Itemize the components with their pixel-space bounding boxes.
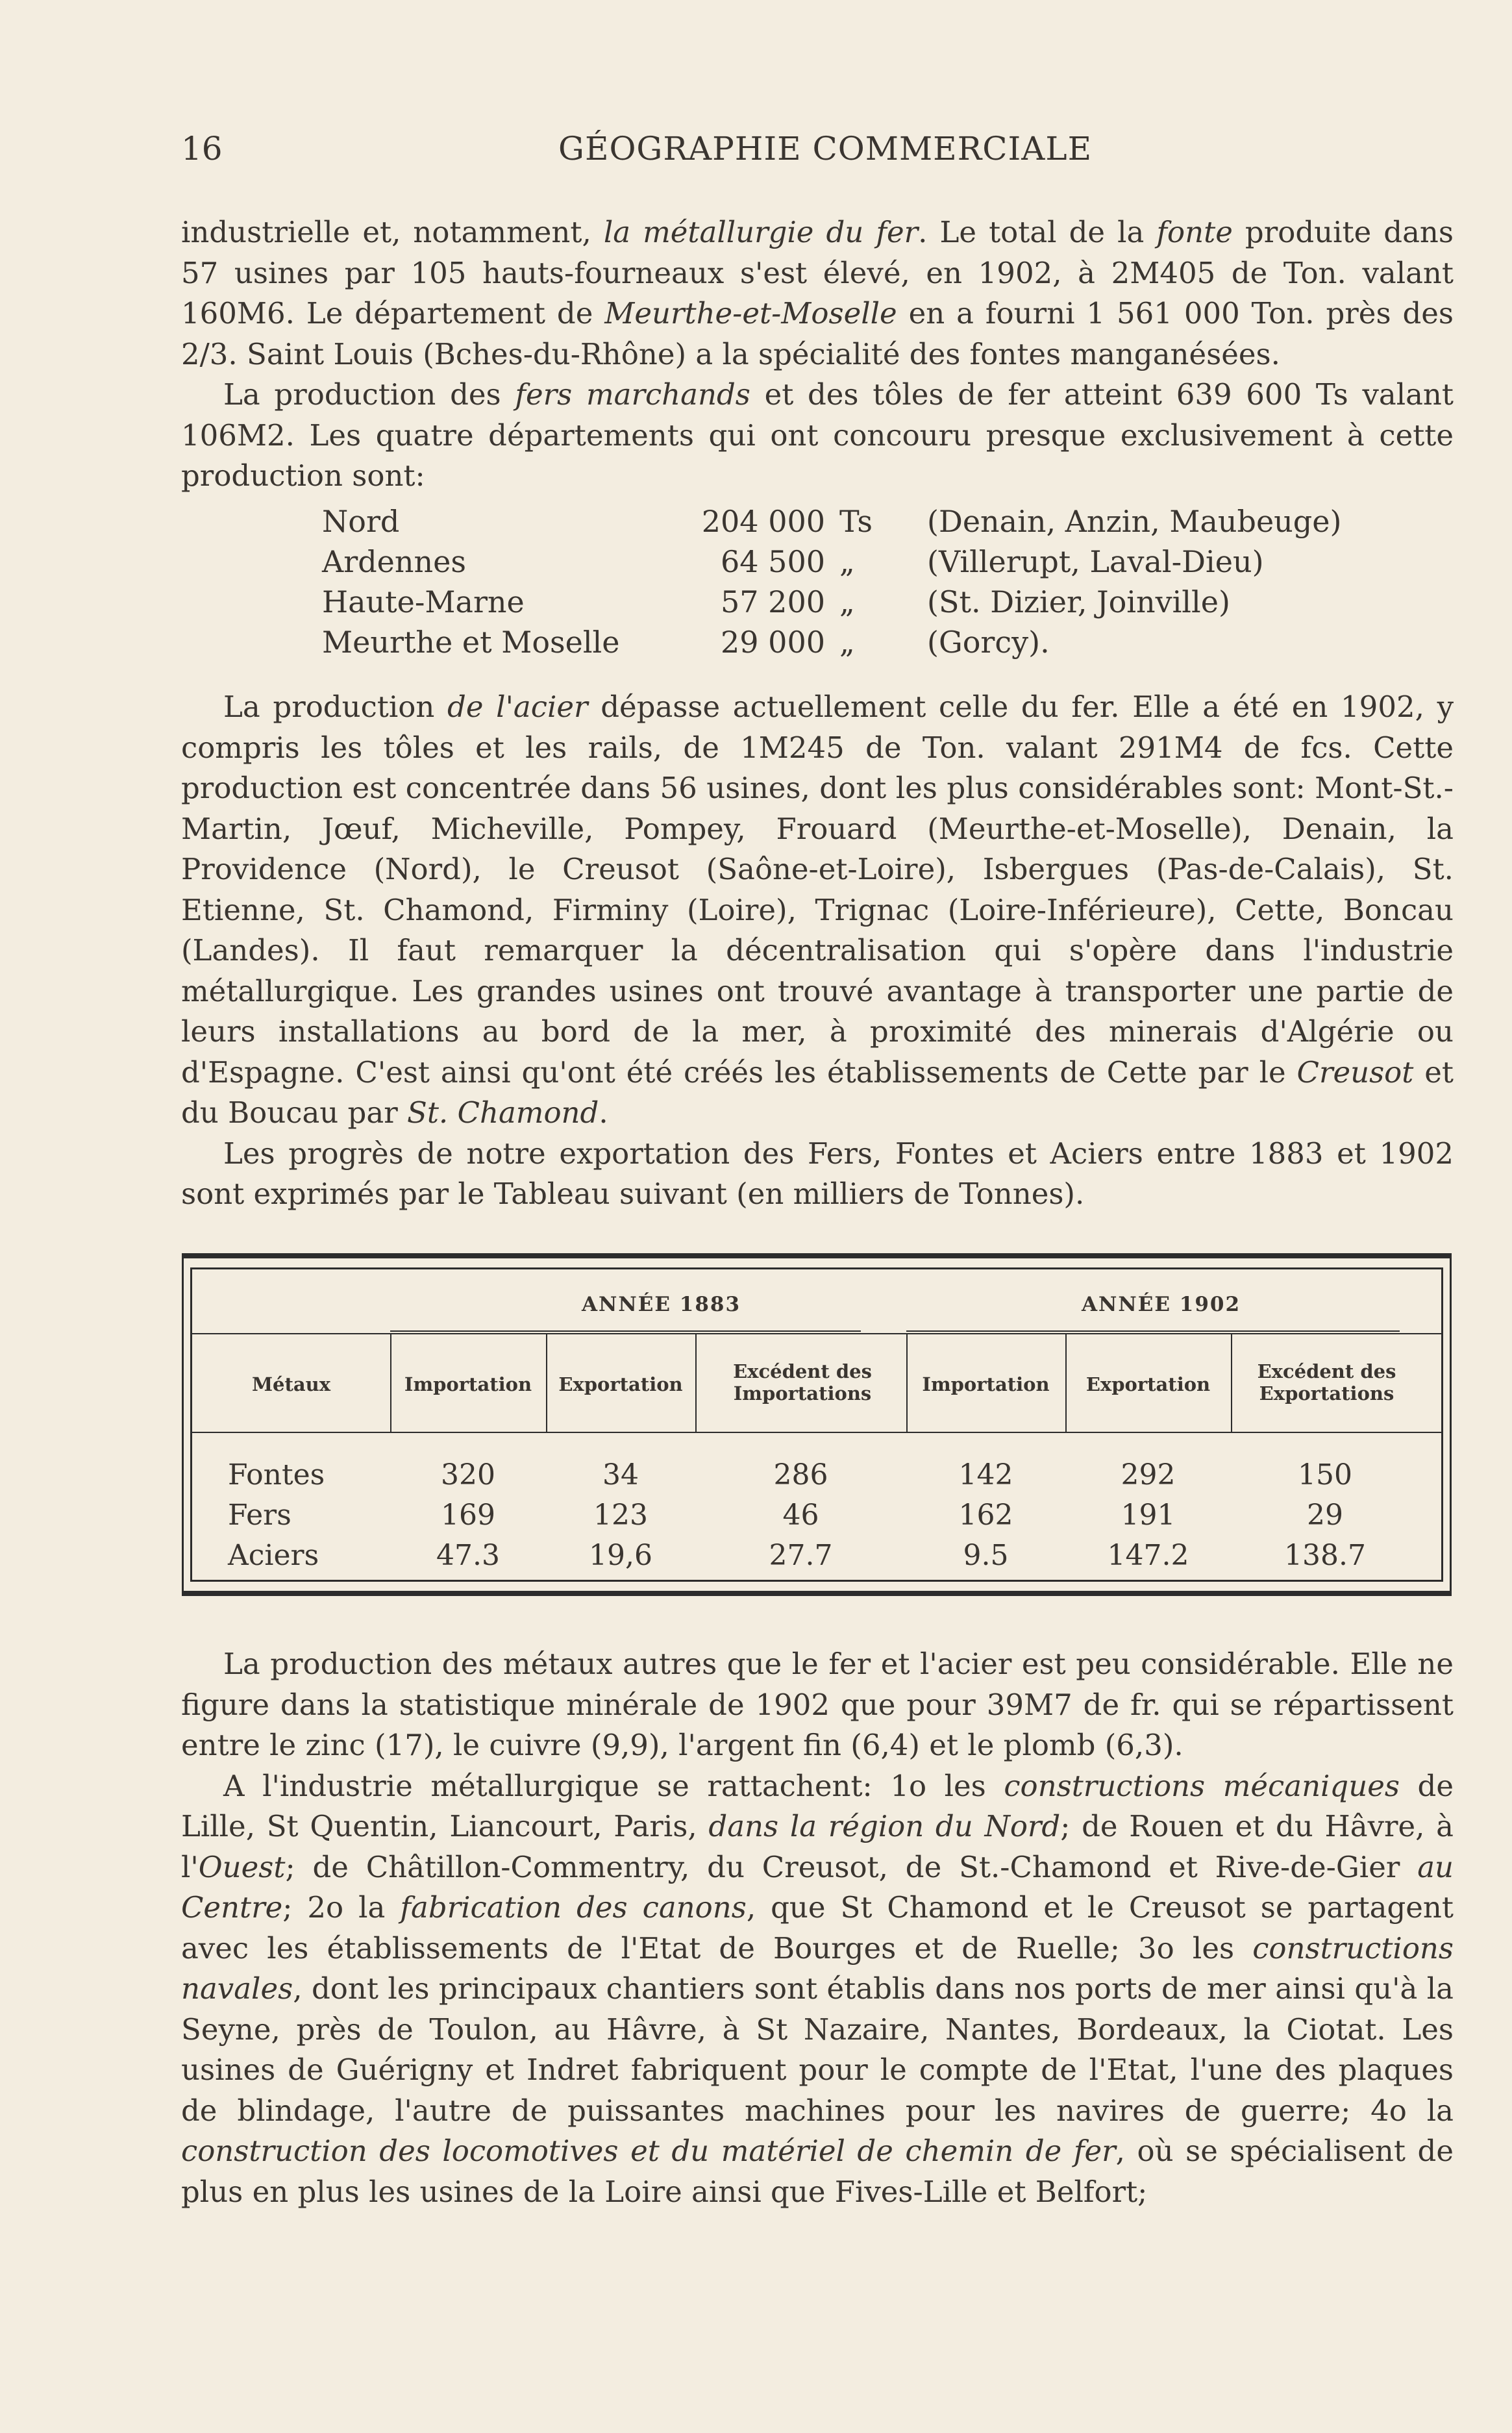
quantity: 29 000: [721, 625, 825, 660]
table-cell: 150: [1298, 1458, 1352, 1491]
table-cell: 34: [602, 1458, 639, 1491]
paragraph-table-intro: Les progrès de notre exportation des Fers, Fontes et Aciers entre 1883 et 1902 sont exprimés par le Tableau suivant (en milliers de Tonnes).: [181, 1136, 1454, 1211]
italic-run: fers marchands: [515, 377, 750, 412]
export-table: [182, 1253, 1452, 1596]
header-rule: [192, 1333, 1441, 1334]
row-metal: Aciers: [228, 1539, 319, 1572]
italic-run: au Centre: [181, 1849, 1454, 1925]
italic-run: St. Chamond: [407, 1095, 599, 1130]
italic-run: Ouest: [198, 1849, 286, 1884]
year-brace-1902: [906, 1330, 1400, 1332]
col-divider: [1231, 1333, 1232, 1432]
italic-run: constructions mécaniques: [1004, 1768, 1400, 1803]
text-block-top: [181, 212, 1454, 497]
table-cell: 320: [441, 1458, 495, 1491]
list-item: [322, 582, 1341, 622]
table-cell: 169: [441, 1499, 495, 1532]
table-cell: 47.3: [436, 1539, 500, 1572]
unit: „: [839, 544, 855, 579]
unit: „: [839, 625, 855, 660]
table-cell: 9.5: [963, 1539, 1009, 1572]
header-metal: Métaux: [251, 1373, 331, 1395]
italic-run: constructions navales: [181, 1930, 1454, 2006]
text-run: La production: [223, 690, 448, 724]
quantity: 204 000: [701, 504, 825, 539]
table-cell: 46: [782, 1499, 819, 1532]
table-frame: [190, 1267, 1443, 1582]
quantity: 57 200: [721, 584, 825, 619]
text-run: , que St Chamond et le Creusot se partagent avec les établissements de l'Etat de Bourges et de Ruelle; 3o les: [181, 1890, 1454, 1965]
table-cell: 147.2: [1107, 1539, 1189, 1572]
unit: „: [839, 584, 855, 619]
list-item: [322, 542, 1341, 582]
row-metal: Fers: [228, 1499, 291, 1532]
italic-run: de l'acier: [447, 690, 588, 724]
table-cell: 29: [1307, 1499, 1343, 1532]
italic-run: la métallurgie du fer: [603, 215, 919, 249]
paragraph-related-industries: [181, 1766, 1454, 2213]
text-run: ; de Rouen et du Hâvre, à l': [181, 1809, 1454, 1884]
table-cell: 19,6: [589, 1539, 652, 1572]
text-run: A l'industrie métallurgique se rattachent: 1o les: [223, 1768, 1004, 1803]
text-run: La production des: [223, 377, 515, 412]
italic-run: Meurthe-et-Moselle: [604, 296, 897, 331]
running-title: GÉOGRAPHIE COMMERCIALE: [558, 130, 1093, 168]
table-cell: 142: [958, 1458, 1013, 1491]
text-run: ; de Châtillon-Commentry, du Creusot, de St.-Chamond et Rive-de-Gier: [285, 1849, 1418, 1884]
table-cell: 123: [593, 1499, 648, 1532]
places: (Denain, Anzin, Maubeuge): [927, 504, 1342, 539]
text-run: , où se spécialisent de plus en plus les usines de la Loire ainsi que Fives-Lille et Belfort;: [181, 2134, 1454, 2209]
header-excess-import: Excédent des Importations: [733, 1360, 872, 1404]
year-header-1883: ANNÉE 1883: [582, 1293, 741, 1316]
year-header-1902: ANNÉE 1902: [1082, 1293, 1241, 1316]
places: (Villerupt, Laval-Dieu): [927, 544, 1264, 579]
table-cell: 191: [1121, 1499, 1176, 1532]
row-metal: Fontes: [228, 1458, 325, 1491]
places: (St. Dizier, Joinville): [927, 584, 1230, 619]
text-run: de Lille, St Quentin, Liancourt, Paris,: [181, 1768, 1454, 1843]
list-item: [322, 622, 1341, 662]
page-number: 16: [181, 130, 223, 168]
text-run: produite dans 57 usines par 105 hauts-fourneaux s'est élevé, en 1902, à 2M405 de Ton. valant 160M6. Le département de: [181, 215, 1454, 331]
paragraph-merchant-iron: [181, 375, 1454, 497]
table-cell: 162: [958, 1499, 1013, 1532]
header-excess-export: Excédent des Exportations: [1257, 1360, 1396, 1404]
text-run: et du Boucau par: [181, 1054, 1454, 1130]
text-run: . Le total de la: [918, 215, 1157, 249]
year-brace-1883: [390, 1330, 861, 1332]
unit: Ts: [839, 504, 873, 539]
department: Nord: [322, 504, 400, 539]
text-run: industrielle et, notamment,: [181, 215, 604, 249]
col-divider: [695, 1333, 697, 1432]
italic-run: dans la région du Nord: [708, 1809, 1061, 1843]
text-run: , dont les principaux chantiers sont établis dans nos ports de mer ainsi qu'à la Seyne, près de Toulon, au Hâvre, à St Nazaire, Nantes, Bordeaux, la Ciotat. Les usines de Guérigny et Indret fabriquent pour le compte de l'Etat, l'une des plaques de blindage, l'autre de puissantes machines pour les navires de guerre; 4o la: [181, 1971, 1454, 2128]
paragraph-iron-cast: [181, 212, 1454, 375]
text-block-bottom: [181, 1644, 1454, 2212]
header-export-1883: Exportation: [558, 1373, 683, 1395]
italic-run: fonte: [1156, 215, 1233, 249]
table-cell: 138.7: [1284, 1539, 1366, 1572]
text-block-middle: [181, 687, 1454, 1215]
table-cell: 292: [1121, 1458, 1176, 1491]
department: Ardennes: [322, 544, 466, 579]
header-export-1902: Exportation: [1085, 1373, 1211, 1395]
header-import-1883: Importation: [404, 1373, 532, 1395]
header-import-1902: Importation: [922, 1373, 1050, 1395]
department: Meurthe et Moselle: [322, 625, 620, 660]
paragraph-steel: [181, 687, 1454, 1134]
text-run: en a fourni 1 561 000 Ton. près des 2/3. Saint Louis (Bches-du-Rhône) a la spécialité des fontes manganésées.: [181, 296, 1454, 371]
table-cell: 27.7: [769, 1539, 833, 1572]
list-item: [322, 501, 1341, 542]
text-run: .: [599, 1095, 608, 1130]
italic-run: Creusot: [1296, 1054, 1414, 1090]
text-run: ; 2o la: [282, 1890, 401, 1925]
quantity: 64 500: [721, 544, 825, 579]
department: Haute-Marne: [322, 584, 525, 619]
text-run: et des tôles de fer atteint 639 600 Ts valant 106M2. Les quatre départements qui ont concouru presque exclusivement à cette production sont:: [181, 377, 1454, 493]
header-rule-bottom: [192, 1432, 1441, 1433]
production-list: [322, 501, 1341, 662]
italic-run: fabrication des canons: [400, 1890, 747, 1925]
table-cell: 286: [773, 1458, 828, 1491]
places: (Gorcy).: [927, 625, 1050, 660]
paragraph-other-metals: La production des métaux autres que le fer et l'acier est peu considérable. Elle ne figure dans la statistique minérale de 1902 que pour 39M7 de fr. qui se répartissent entre le zinc (17), le cuivre (9,9), l'argent fin (6,4) et le plomb (6,3).: [181, 1647, 1454, 1762]
italic-run: construction des locomotives et du matériel de chemin de fer: [181, 2134, 1116, 2168]
text-run: dépasse actuellement celle du fer. Elle a été en 1902, y compris les tôles et les rails, de 1M245 de Ton. valant 291M4 de fcs. Cette production est concentrée dans 56 usines, dont les plus considérables sont: Mont-St.-Martin, Jœuf, Micheville, Pompey, Frouard (Meurthe-et-Moselle), Denain, la Providence (Nord), le Creusot (Saône-et-Loire), Isbergues (Pas-de-Calais), St. Etienne, St. Chamond, Firminy (Loire), Trignac (Loire-Inférieure), Cette, Boncau (Landes). Il faut remarquer la décentralisation qui s'opère dans l'industrie métallurgique. Les grandes usines ont trouvé avantage à transporter une partie de leurs installations au bord de la mer, à proximité des minerais d'Algérie ou d'Espagne. C'est ainsi qu'ont été créés les établissements de Cette par le: [181, 690, 1454, 1090]
